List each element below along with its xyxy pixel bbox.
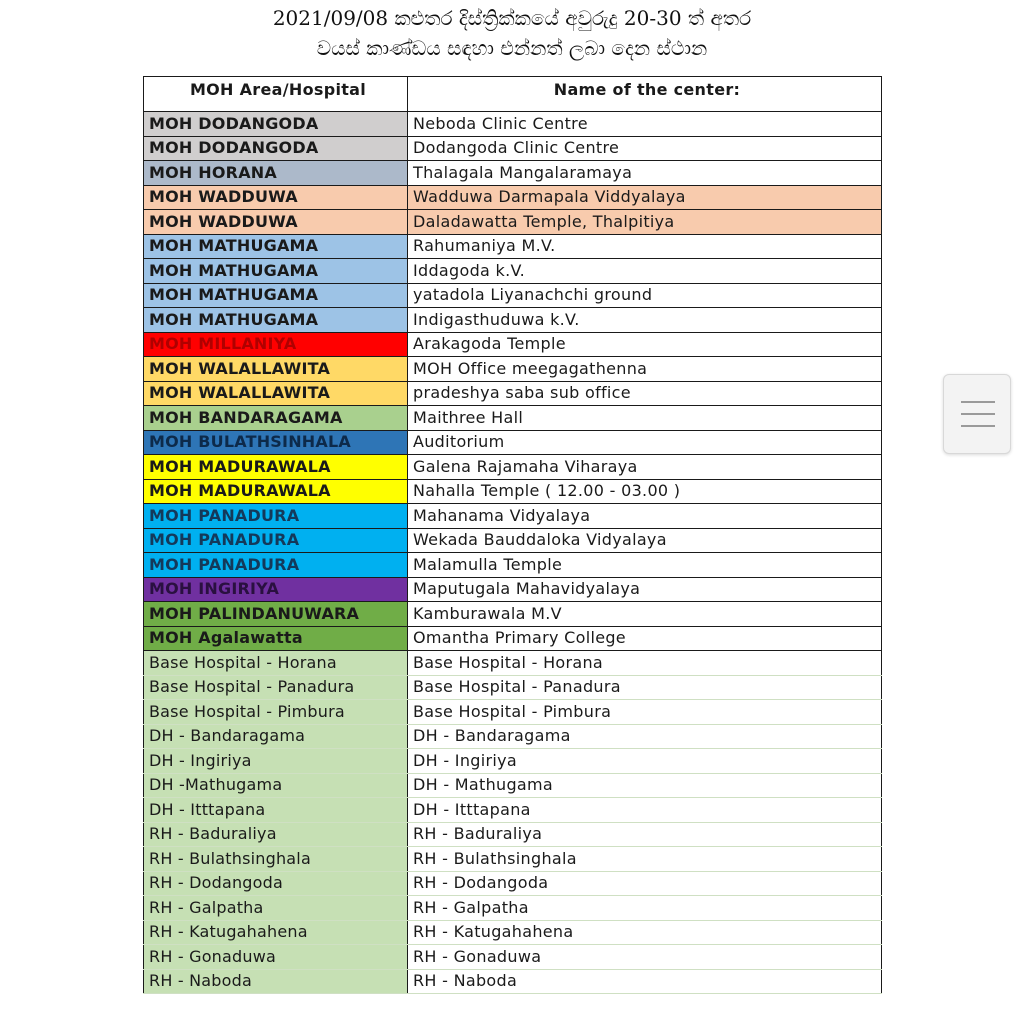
table-row	[144, 430, 882, 455]
center-name-cell: Galena Rajamaha Viharaya	[408, 455, 882, 480]
hospital-area-cell: RH - Dodangoda	[144, 871, 408, 896]
table-row	[144, 381, 882, 406]
center-name-cell: Malamulla Temple	[408, 553, 882, 578]
center-name-cell: DH - Bandaragama	[408, 724, 882, 749]
moh-area-cell: MOH MATHUGAMA	[144, 234, 408, 259]
moh-area-cell: MOH PANADURA	[144, 528, 408, 553]
table-row	[144, 920, 882, 945]
hospital-area-cell: DH - Itttapana	[144, 798, 408, 823]
center-name-cell: RH - Bulathsinghala	[408, 847, 882, 872]
moh-area-cell: MOH HORANA	[144, 161, 408, 186]
moh-area-cell: MOH WALALLAWITA	[144, 357, 408, 382]
center-name-cell: pradeshya saba sub office	[408, 381, 882, 406]
moh-area-cell: MOH Agalawatta	[144, 626, 408, 651]
table-row	[144, 528, 882, 553]
center-name-cell: Wekada Bauddaloka Vidyalaya	[408, 528, 882, 553]
moh-area-cell: MOH WADDUWA	[144, 185, 408, 210]
table-row	[144, 112, 882, 137]
moh-area-cell: MOH INGIRIYA	[144, 577, 408, 602]
center-name-cell: Dodangoda Clinic Centre	[408, 136, 882, 161]
hospital-area-cell: DH - Ingiriya	[144, 749, 408, 774]
center-name-cell: DH - Ingiriya	[408, 749, 882, 774]
center-name-cell: RH - Naboda	[408, 969, 882, 994]
center-name-cell: RH - Galpatha	[408, 896, 882, 921]
table-row	[144, 455, 882, 480]
hospital-area-cell: RH - Baduraliya	[144, 822, 408, 847]
moh-area-cell: MOH WALALLAWITA	[144, 381, 408, 406]
table-row	[144, 577, 882, 602]
table-row	[144, 406, 882, 431]
hamburger-menu-icon	[961, 425, 995, 427]
vaccination-centers-table	[143, 76, 882, 994]
hospital-area-cell: Base Hospital - Pimbura	[144, 700, 408, 725]
table-row	[144, 773, 882, 798]
center-name-cell: Auditorium	[408, 430, 882, 455]
moh-area-cell: MOH MADURAWALA	[144, 479, 408, 504]
table-row	[144, 283, 882, 308]
column-header-area: MOH Area/Hospital	[144, 77, 408, 112]
hospital-area-cell: Base Hospital - Panadura	[144, 675, 408, 700]
center-name-cell: Kamburawala M.V	[408, 602, 882, 627]
center-name-cell: Indigasthuduwa k.V.	[408, 308, 882, 333]
table-row	[144, 700, 882, 725]
table-row	[144, 161, 882, 186]
table-row	[144, 847, 882, 872]
center-name-cell: Omantha Primary College	[408, 626, 882, 651]
center-name-cell: Maputugala Mahavidyalaya	[408, 577, 882, 602]
center-name-cell: Rahumaniya M.V.	[408, 234, 882, 259]
moh-area-cell: MOH MATHUGAMA	[144, 259, 408, 284]
hospital-area-cell: RH - Gonaduwa	[144, 945, 408, 970]
table-row	[144, 553, 882, 578]
center-name-cell: Base Hospital - Panadura	[408, 675, 882, 700]
hospital-area-cell: RH - Naboda	[144, 969, 408, 994]
hospital-area-cell: RH - Katugahahena	[144, 920, 408, 945]
moh-area-cell: MOH MATHUGAMA	[144, 308, 408, 333]
table-row	[144, 798, 882, 823]
center-name-cell: RH - Katugahahena	[408, 920, 882, 945]
center-name-cell: Base Hospital - Pimbura	[408, 700, 882, 725]
page-title-line-1: 2021/09/08 කළුතර දිස්ත්‍රික්කයේ අවුරුදු 20-30 ත් අතර	[272, 6, 752, 30]
center-name-cell: RH - Baduraliya	[408, 822, 882, 847]
hospital-area-cell: DH - Bandaragama	[144, 724, 408, 749]
hamburger-menu-icon	[961, 401, 995, 403]
table-row	[144, 259, 882, 284]
column-header-center: Name of the center:	[408, 77, 882, 112]
center-name-cell: Iddagoda k.V.	[408, 259, 882, 284]
moh-area-cell: MOH DODANGODA	[144, 112, 408, 137]
table-row	[144, 896, 882, 921]
table-row	[144, 332, 882, 357]
center-name-cell: MOH Office meegagathenna	[408, 357, 882, 382]
moh-area-cell: MOH PANADURA	[144, 553, 408, 578]
table-row	[144, 749, 882, 774]
center-name-cell: RH - Dodangoda	[408, 871, 882, 896]
center-name-cell: yatadola Liyanachchi ground	[408, 283, 882, 308]
scroll-handle[interactable]	[943, 374, 1011, 454]
table-row	[144, 651, 882, 676]
table-row	[144, 675, 882, 700]
table-row	[144, 504, 882, 529]
center-name-cell: Thalagala Mangalaramaya	[408, 161, 882, 186]
center-name-cell: Arakagoda Temple	[408, 332, 882, 357]
hamburger-menu-icon	[961, 413, 995, 415]
hospital-area-cell: Base Hospital - Horana	[144, 651, 408, 676]
table-row	[144, 136, 882, 161]
table-row	[144, 210, 882, 235]
table-row	[144, 602, 882, 627]
moh-area-cell: MOH BANDARAGAMA	[144, 406, 408, 431]
center-name-cell: DH - Mathugama	[408, 773, 882, 798]
table-row	[144, 945, 882, 970]
moh-area-cell: MOH MADURAWALA	[144, 455, 408, 480]
table-row	[144, 308, 882, 333]
table-body	[144, 112, 882, 994]
moh-area-cell: MOH DODANGODA	[144, 136, 408, 161]
page-title-line-2: වයස් කාණ්ඩය සඳහා එන්නත් ලබා දෙන ස්ථාන	[316, 36, 708, 60]
table-row	[144, 871, 882, 896]
table-header-row	[144, 77, 882, 112]
center-name-cell: DH - Itttapana	[408, 798, 882, 823]
moh-area-cell: MOH MILLANIYA	[144, 332, 408, 357]
center-name-cell: Neboda Clinic Centre	[408, 112, 882, 137]
table-row	[144, 969, 882, 994]
moh-area-cell: MOH WADDUWA	[144, 210, 408, 235]
moh-area-cell: MOH PANADURA	[144, 504, 408, 529]
table-row	[144, 357, 882, 382]
center-name-cell: Mahanama Vidyalaya	[408, 504, 882, 529]
moh-area-cell: MOH PALINDANUWARA	[144, 602, 408, 627]
table-row	[144, 822, 882, 847]
table-row	[144, 724, 882, 749]
table-row	[144, 479, 882, 504]
hospital-area-cell: RH - Galpatha	[144, 896, 408, 921]
center-name-cell: RH - Gonaduwa	[408, 945, 882, 970]
moh-area-cell: MOH BULATHSINHALA	[144, 430, 408, 455]
center-name-cell: Maithree Hall	[408, 406, 882, 431]
moh-area-cell: MOH MATHUGAMA	[144, 283, 408, 308]
table-row	[144, 234, 882, 259]
center-name-cell: Daladawatta Temple, Thalpitiya	[408, 210, 882, 235]
hospital-area-cell: RH - Bulathsinghala	[144, 847, 408, 872]
hospital-area-cell: DH -Mathugama	[144, 773, 408, 798]
table-row	[144, 185, 882, 210]
center-name-cell: Nahalla Temple ( 12.00 - 03.00 )	[408, 479, 882, 504]
center-name-cell: Base Hospital - Horana	[408, 651, 882, 676]
table-row	[144, 626, 882, 651]
center-name-cell: Wadduwa Darmapala Viddyalaya	[408, 185, 882, 210]
